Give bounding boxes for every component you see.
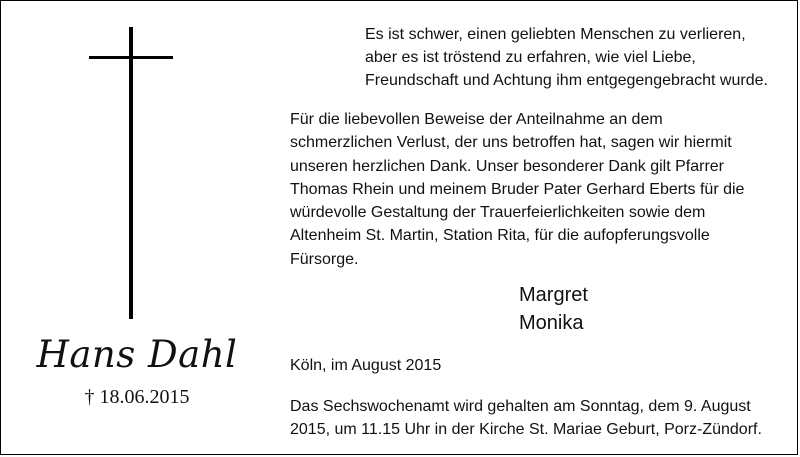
thanks-line: würdevolle Gestaltung der Trauerfeierlichkeiten sowie dem (290, 204, 706, 222)
quote-block (365, 23, 785, 92)
notice-line: Das Sechswochenamt wird gehalten am Sonntag, dem 9. August (290, 398, 751, 415)
place-date: Köln, im August 2015 (290, 357, 442, 374)
thanks-line: Altenheim St. Martin, Station Rita, für die aufopferungsvolle (290, 227, 710, 245)
thanks-line: Thomas Rhein und meinem Bruder Pater Gerhard Eberts für die (290, 180, 745, 198)
quote-line: Freundschaft und Achtung ihm entgegengebracht wurde. (365, 72, 768, 89)
quote-line: aber es ist tröstend zu erfahren, wie viel Liebe, (365, 49, 696, 66)
thanks-line: schmerzlichen Verlust, der uns betroffen hat, sagen wir hiermit (290, 134, 732, 152)
thanks-paragraph (290, 108, 760, 271)
death-date: † 18.06.2015 (84, 386, 190, 408)
signers (519, 281, 769, 337)
cross-horizontal-bar (89, 56, 173, 59)
thanks-line: Für die liebevollen Beweise der Anteilnahme an dem (290, 111, 663, 128)
signer-name: Monika (519, 312, 584, 334)
notice-line: 2015, um 11.15 Uhr in der Kirche St. Mariae Geburt, Porz-Zündorf. (290, 421, 762, 438)
signer-name: Margret (519, 284, 588, 306)
mass-notice (290, 395, 790, 441)
deceased-name: Hans Dahl (36, 333, 238, 376)
quote-line: Es ist schwer, einen geliebten Menschen zu verlieren, (365, 26, 746, 43)
thanks-line: Fürsorge. (290, 250, 359, 268)
cross-vertical-bar (129, 27, 133, 319)
thanks-line: unseren herzlichen Dank. Unser besonderer Dank gilt Pfarrer (290, 157, 724, 175)
